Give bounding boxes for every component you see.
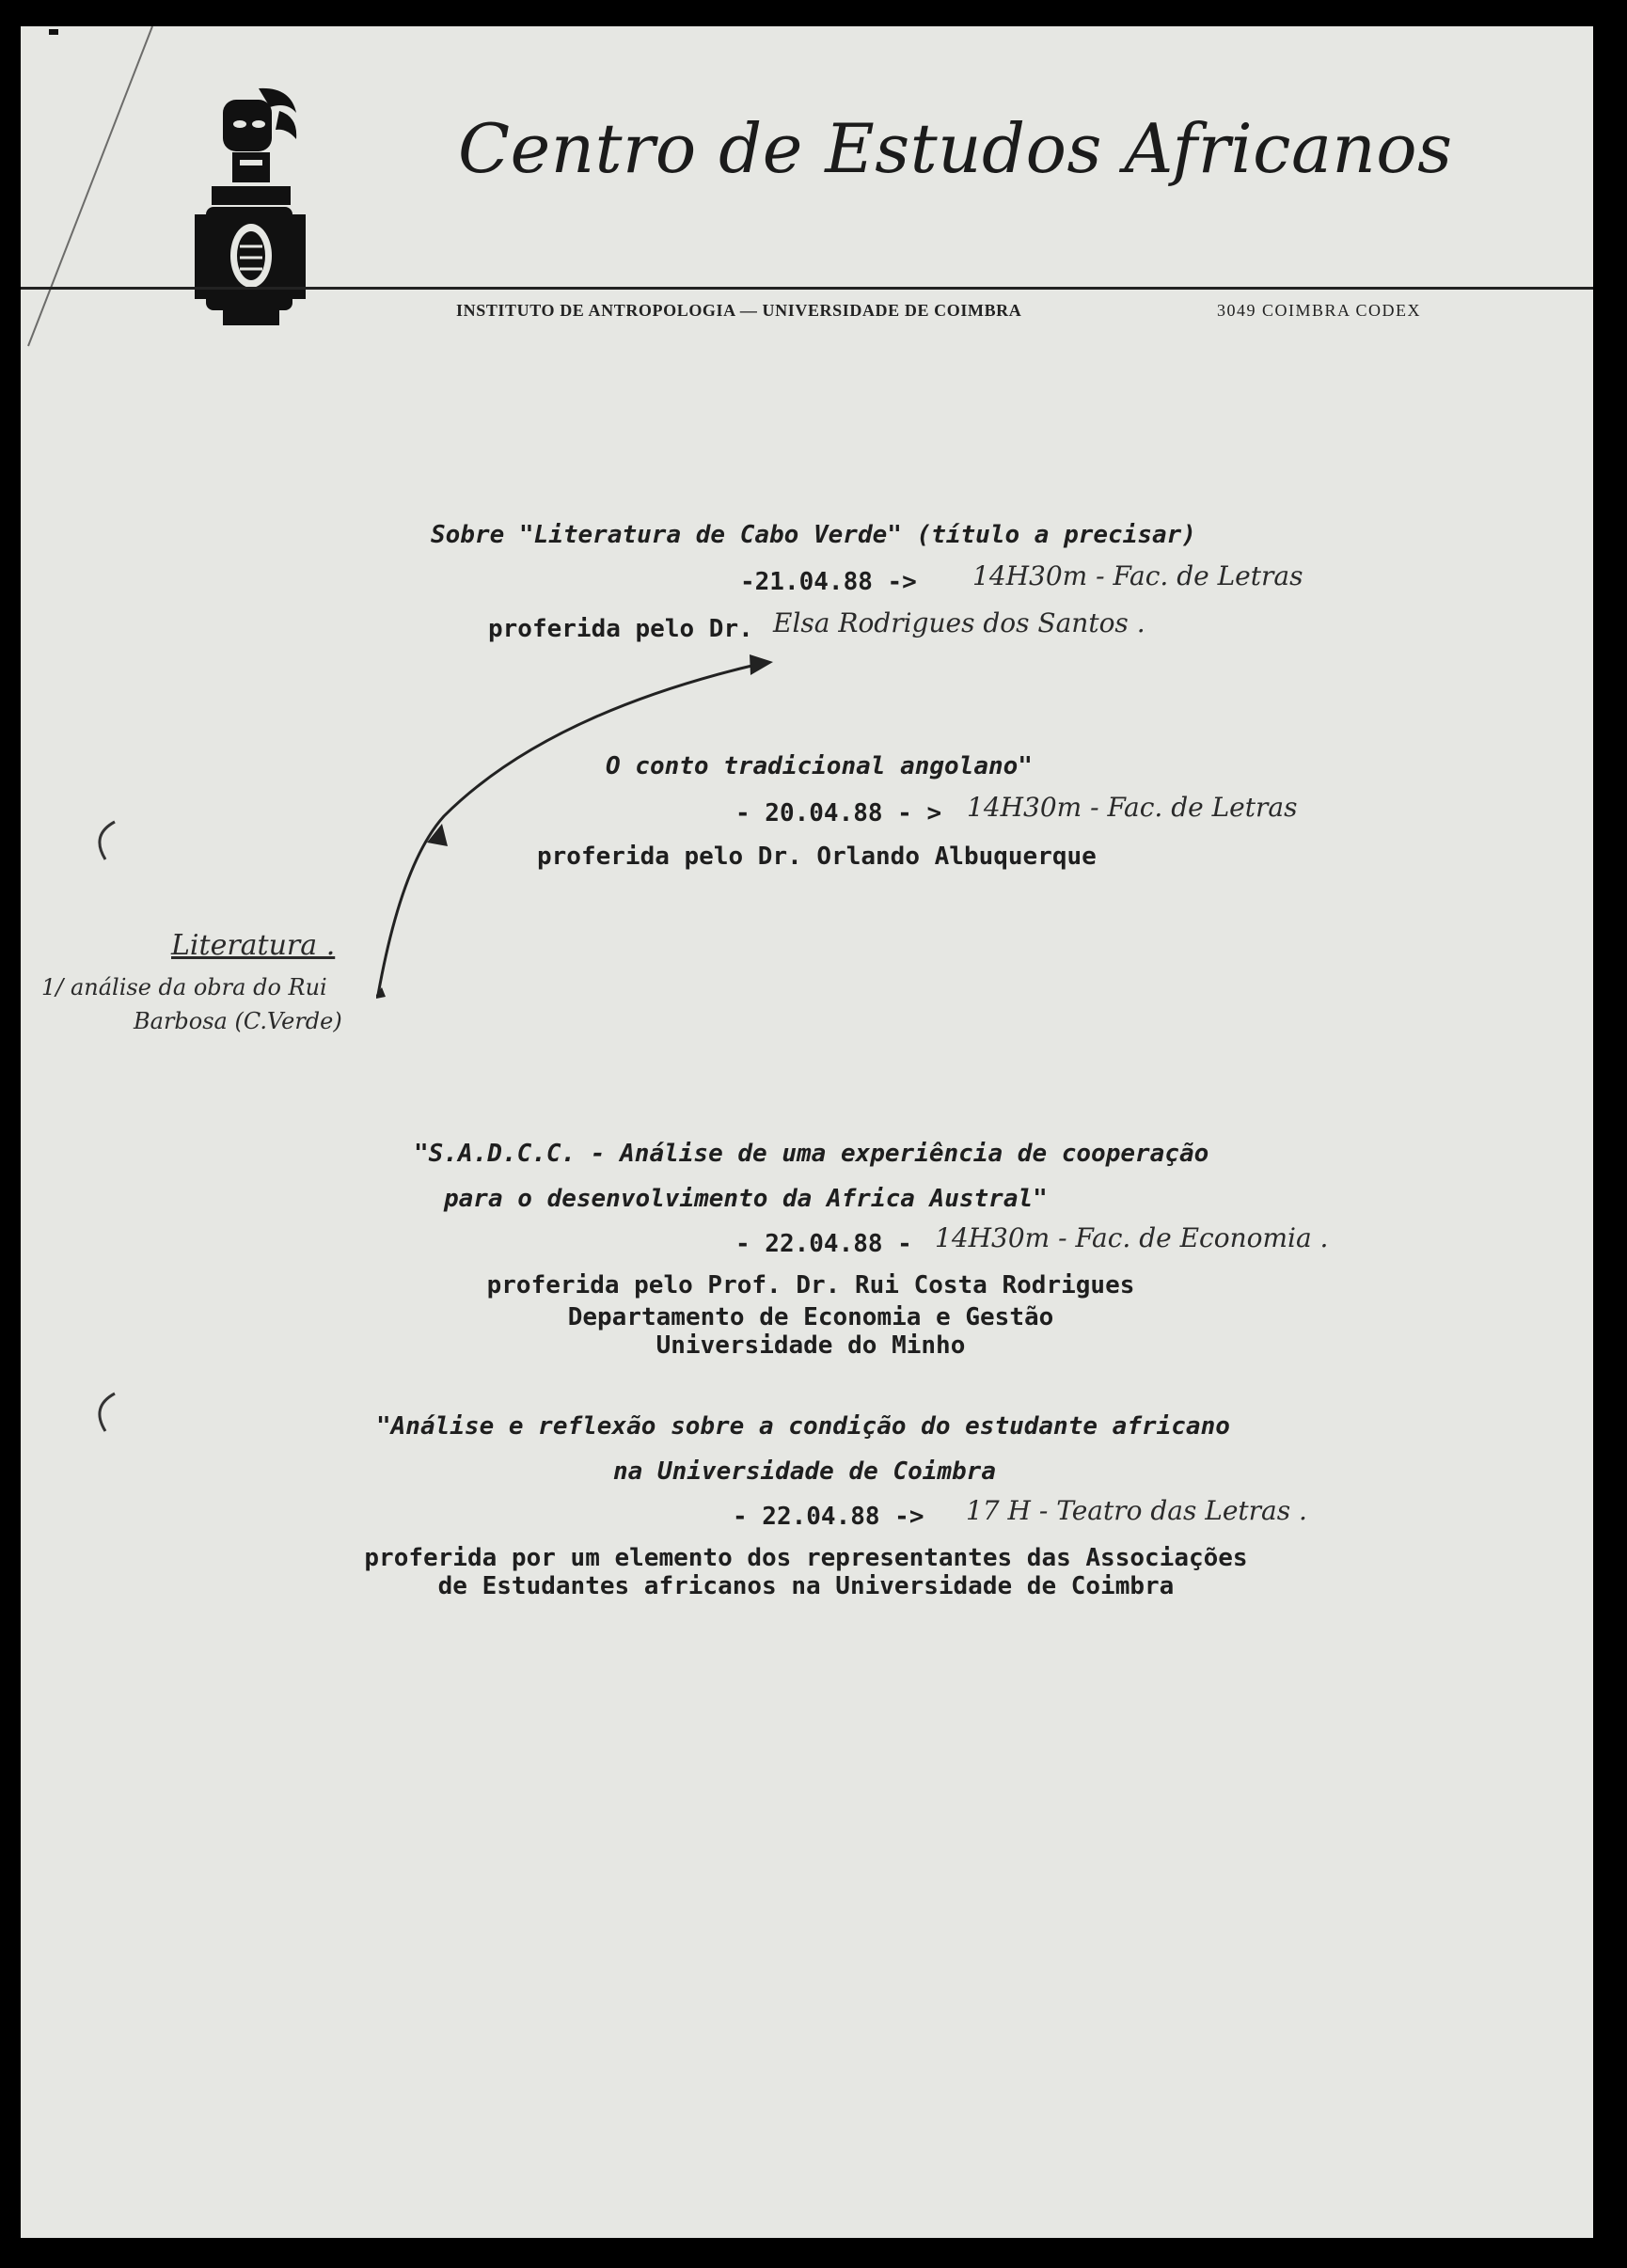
lecture-3-time-place-handwritten: 14H30m - Fac. de Economia .	[935, 1222, 1329, 1253]
margin-note-heading: Literatura .	[171, 929, 336, 962]
lecture-2-title: O conto tradicional angolano"	[606, 752, 1033, 780]
lecture-2-time-place-handwritten: 14H30m - Fac. de Letras	[967, 792, 1298, 823]
lecture-4-title-line-2: na Universidade de Coimbra	[613, 1457, 996, 1486]
lecture-1-title: Sobre "Literatura de Cabo Verde" (título a precisar)	[431, 521, 1196, 549]
lecture-4-speaker-line-1: proferida por um elemento dos representantes das Associações	[364, 1544, 1248, 1572]
punch-mark-top	[87, 816, 124, 873]
lecture-1-date: -21.04.88 ->	[740, 568, 917, 596]
handwritten-arrow	[21, 26, 1593, 1155]
lecture-4-title-line-1: "Análise e reflexão sobre a condição do estudante africano	[376, 1412, 1230, 1441]
lecture-3-date: - 22.04.88 -	[735, 1230, 912, 1258]
lecture-2-date: - 20.04.88 - >	[735, 799, 942, 827]
lecture-3-department: Departamento de Economia e Gestão	[567, 1303, 1054, 1331]
margin-note-line-2: Barbosa (C.Verde)	[134, 1008, 342, 1034]
punch-mark-bottom	[87, 1388, 124, 1444]
lecture-4-speaker-line-2: de Estudantes africanos na Universidade de Coimbra	[437, 1572, 1175, 1600]
lecture-3-title-line-2: para o desenvolvimento da Africa Austral"	[444, 1185, 1048, 1213]
lecture-2-speaker: proferida pelo Dr. Orlando Albuquerque	[537, 843, 1097, 871]
letterhead-address: 3049 COIMBRA CODEX	[1217, 301, 1422, 320]
lecture-4-date: - 22.04.88 ->	[733, 1503, 924, 1531]
lecture-4-time-place-handwritten: 17 H - Teatro das Letras .	[966, 1495, 1307, 1526]
lecture-1-time-place-handwritten: 14H30m - Fac. de Letras	[972, 560, 1303, 591]
letterhead-institute: INSTITUTO DE ANTROPOLOGIA — UNIVERSIDADE DE COIMBRA	[456, 301, 1022, 320]
lecture-3-university: Universidade do Minho	[656, 1331, 966, 1360]
lecture-1-speaker: proferida pelo Dr.	[488, 615, 753, 643]
letterhead-title: Centro de Estudos Africanos	[458, 109, 1453, 188]
lecture-3-speaker: proferida pelo Prof. Dr. Rui Costa Rodrigues	[486, 1271, 1135, 1299]
lecture-1-speaker-handwritten: Elsa Rodrigues dos Santos .	[773, 607, 1145, 638]
margin-note-line-1: 1/ análise da obra do Rui	[41, 974, 327, 1000]
lecture-3-title-line-1: "S.A.D.C.C. - Análise de uma experiência de cooperação	[414, 1140, 1209, 1168]
document-page	[21, 26, 1593, 2238]
